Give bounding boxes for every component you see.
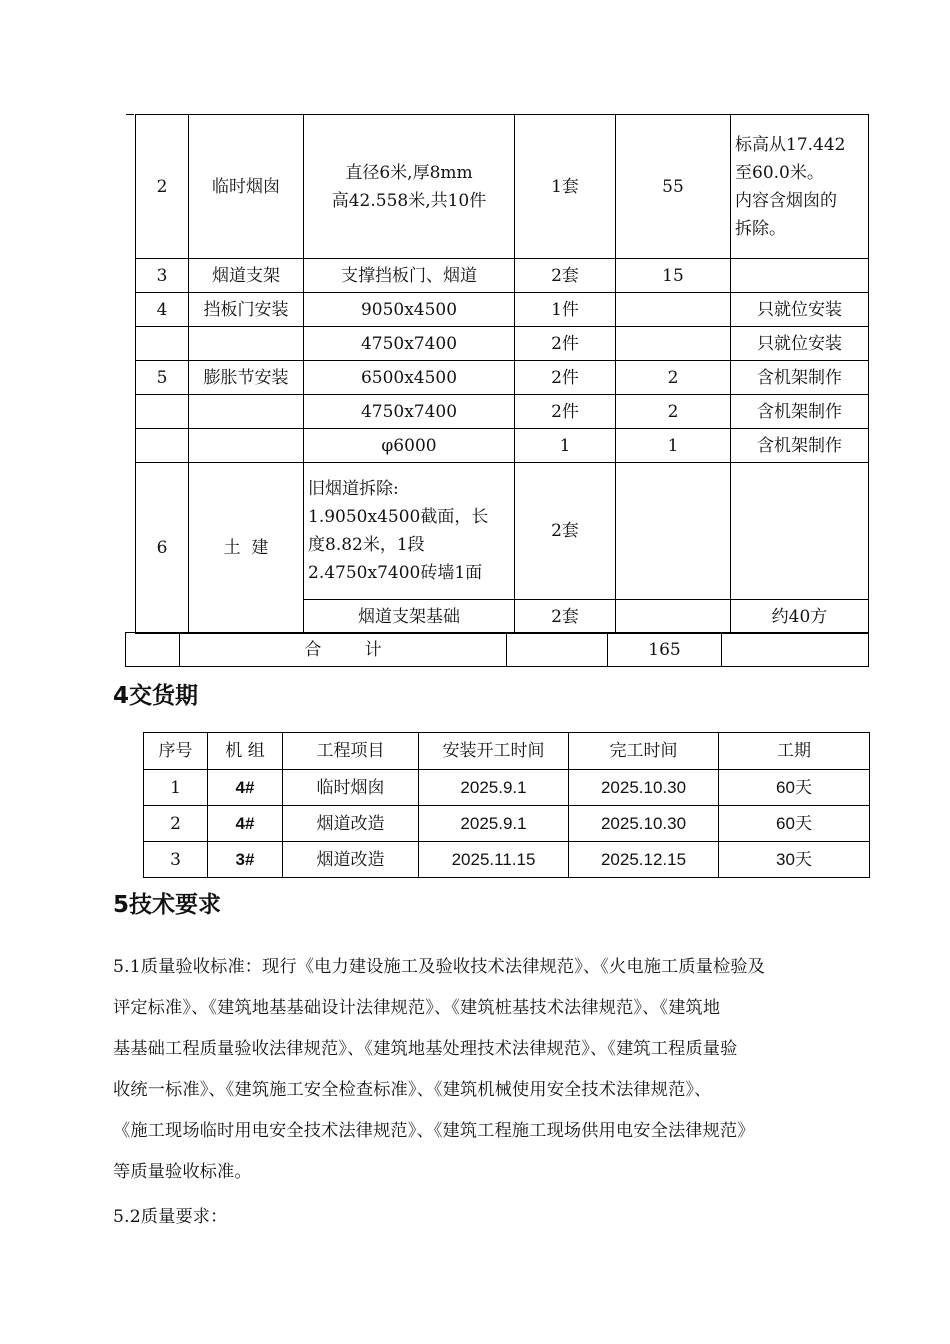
row-qty: 2件 [515, 327, 616, 361]
row-note-line: 含机架制作 [757, 367, 842, 388]
row-spec-line: 支撑挡板门、烟道 [341, 265, 477, 286]
table-row [136, 463, 869, 600]
row-days [616, 463, 731, 600]
row-note-line: 只就位安装 [757, 299, 842, 320]
table-row [144, 770, 870, 806]
row-no: 2 [144, 806, 208, 842]
row-end: 2025.10.30 [569, 770, 719, 806]
row-start: 2025.9.1 [419, 806, 569, 842]
row-unit: 4# [208, 806, 283, 842]
row-no [136, 395, 189, 429]
total-label: 合 计 [180, 633, 507, 667]
row-note [731, 115, 869, 259]
table-row [136, 395, 869, 429]
table-row [136, 361, 869, 395]
table-row [136, 429, 869, 463]
row-no [136, 327, 189, 361]
row-qty: 1件 [515, 293, 616, 327]
duration-unit: 天 [794, 849, 812, 870]
quality-standard-paragraph [113, 947, 873, 1193]
row-no: 2 [136, 115, 189, 259]
row-name: 土 建 [189, 463, 304, 634]
row-name [189, 327, 304, 361]
duration-value: 60 [776, 813, 795, 833]
row-qty: 1 [515, 429, 616, 463]
table-row [144, 842, 870, 878]
table-row [136, 327, 869, 361]
work-items-table [135, 114, 869, 634]
row-no: 3 [144, 842, 208, 878]
row-no: 1 [144, 770, 208, 806]
row-days: 15 [616, 259, 731, 293]
row-item: 临时烟囱 [283, 770, 419, 806]
row-no: 3 [136, 259, 189, 293]
row-qty: 2套 [515, 463, 616, 600]
row-spec-line: 1.9050x4500截面，长 [308, 507, 489, 527]
row-days: 2 [616, 395, 731, 429]
total-blank-cell [126, 633, 180, 667]
row-qty: 2套 [515, 600, 616, 634]
quality-requirement-paragraph: 5.2质量要求： [113, 1207, 228, 1227]
row-days: 55 [616, 115, 731, 259]
row-note [731, 327, 869, 361]
row-item: 烟道改造 [283, 806, 419, 842]
row-spec [304, 115, 515, 259]
row-no: 4 [136, 293, 189, 327]
row-note-line: 内容含烟囱的 [735, 190, 837, 211]
row-name [189, 395, 304, 429]
row-note-line: 含机架制作 [757, 435, 842, 456]
table-row [144, 806, 870, 842]
section-5-heading: 5技术要求 [113, 892, 222, 918]
row-spec-line: 6500x4500 [360, 367, 458, 388]
row-spec [304, 327, 515, 361]
row-no: 5 [136, 361, 189, 395]
section-4-heading: 4交货期 [113, 683, 199, 709]
row-qty: 1套 [515, 115, 616, 259]
row-note-line: 拆除。 [735, 218, 786, 239]
row-note-line: 标高从17.442 [735, 134, 846, 155]
paragraph-line: 等质量验收标准。 [113, 1162, 252, 1182]
row-end: 2025.10.30 [569, 806, 719, 842]
row-name: 膨胀节安装 [189, 361, 304, 395]
row-spec-line: 9050x4500 [360, 299, 458, 320]
row-days: 1 [616, 429, 731, 463]
row-spec [304, 259, 515, 293]
total-table [125, 632, 869, 667]
header-start: 安装开工时间 [419, 733, 569, 770]
row-start: 2025.11.15 [419, 842, 569, 878]
row-spec [304, 463, 515, 600]
total-qty-cell [507, 633, 608, 667]
duration-value: 30 [776, 849, 795, 869]
row-days [616, 293, 731, 327]
row-qty: 2套 [515, 259, 616, 293]
row-duration [719, 770, 870, 806]
paragraph-line: 5.1质量验收标准：现行《电力建设施工及验收技术法律规范》、《火电施工质量检验及 [113, 957, 766, 977]
row-start: 2025.9.1 [419, 770, 569, 806]
paragraph-line: 《施工现场临时用电安全技术法律规范》、《建筑工程施工现场供用电安全法律规范》 [113, 1121, 755, 1141]
table-row [136, 259, 869, 293]
row-unit: 3# [208, 842, 283, 878]
row-name: 临时烟囱 [189, 115, 304, 259]
delivery-table [143, 732, 870, 878]
duration-unit: 天 [794, 813, 812, 834]
duration-value: 60 [776, 777, 795, 797]
row-duration [719, 806, 870, 842]
header-duration: 工期 [719, 733, 870, 770]
row-note: 约40方 [731, 600, 869, 634]
row-note [731, 259, 869, 293]
row-days [616, 600, 731, 634]
row-note-line: 只就位安装 [757, 333, 842, 354]
row-duration [719, 842, 870, 878]
row-no: 6 [136, 463, 189, 634]
row-note [731, 395, 869, 429]
paragraph-line: 基基础工程质量验收法律规范》、《建筑地基处理技术法律规范》、《建筑工程质量验 [113, 1039, 738, 1059]
table-row [136, 115, 869, 259]
row-spec-line: φ6000 [381, 435, 437, 456]
row-spec-line: 2.4750x7400砖墙1面 [308, 563, 483, 583]
total-note-cell [722, 633, 869, 667]
row-name: 挡板门安装 [189, 293, 304, 327]
row-spec-line: 旧烟道拆除: [308, 479, 399, 499]
delivery-header-row [144, 733, 870, 770]
row-note [731, 293, 869, 327]
row-spec-line: 度8.82米，1段 [308, 535, 425, 555]
row-spec [304, 361, 515, 395]
row-qty: 2件 [515, 361, 616, 395]
row-spec-line: 直径6米,厚8mm [345, 162, 473, 183]
row-no [136, 429, 189, 463]
row-spec [304, 429, 515, 463]
total-days: 165 [608, 633, 722, 667]
row-note [731, 361, 869, 395]
header-end: 完工时间 [569, 733, 719, 770]
row-days: 2 [616, 361, 731, 395]
row-spec [304, 395, 515, 429]
row-spec-line: 4750x7400 [360, 333, 458, 354]
header-item: 工程项目 [283, 733, 419, 770]
row-spec-line: 4750x7400 [360, 401, 458, 422]
paragraph-line: 评定标准》、《建筑地基基础设计法律规范》、《建筑桩基技术法律规范》、《建筑地 [113, 998, 721, 1018]
row-note [731, 463, 869, 600]
row-note [731, 429, 869, 463]
row-name [189, 429, 304, 463]
row-note-line: 至60.0米。 [735, 162, 824, 183]
row-end: 2025.12.15 [569, 842, 719, 878]
row-spec-line: 高42.558米,共10件 [331, 190, 487, 211]
row-note-line: 含机架制作 [757, 401, 842, 422]
header-no: 序号 [144, 733, 208, 770]
header-unit: 机 组 [208, 733, 283, 770]
row-days [616, 327, 731, 361]
row-name: 烟道支架 [189, 259, 304, 293]
row-qty: 2件 [515, 395, 616, 429]
row-spec [304, 293, 515, 327]
row-spec: 烟道支架基础 [304, 600, 515, 634]
row-unit: 4# [208, 770, 283, 806]
duration-unit: 天 [794, 777, 812, 798]
paragraph-line: 收统一标准》、《建筑施工安全检查标准》、《建筑机械使用安全技术法律规范》、 [113, 1080, 712, 1100]
table-row [136, 293, 869, 327]
row-item: 烟道改造 [283, 842, 419, 878]
corner-mark [126, 114, 134, 115]
